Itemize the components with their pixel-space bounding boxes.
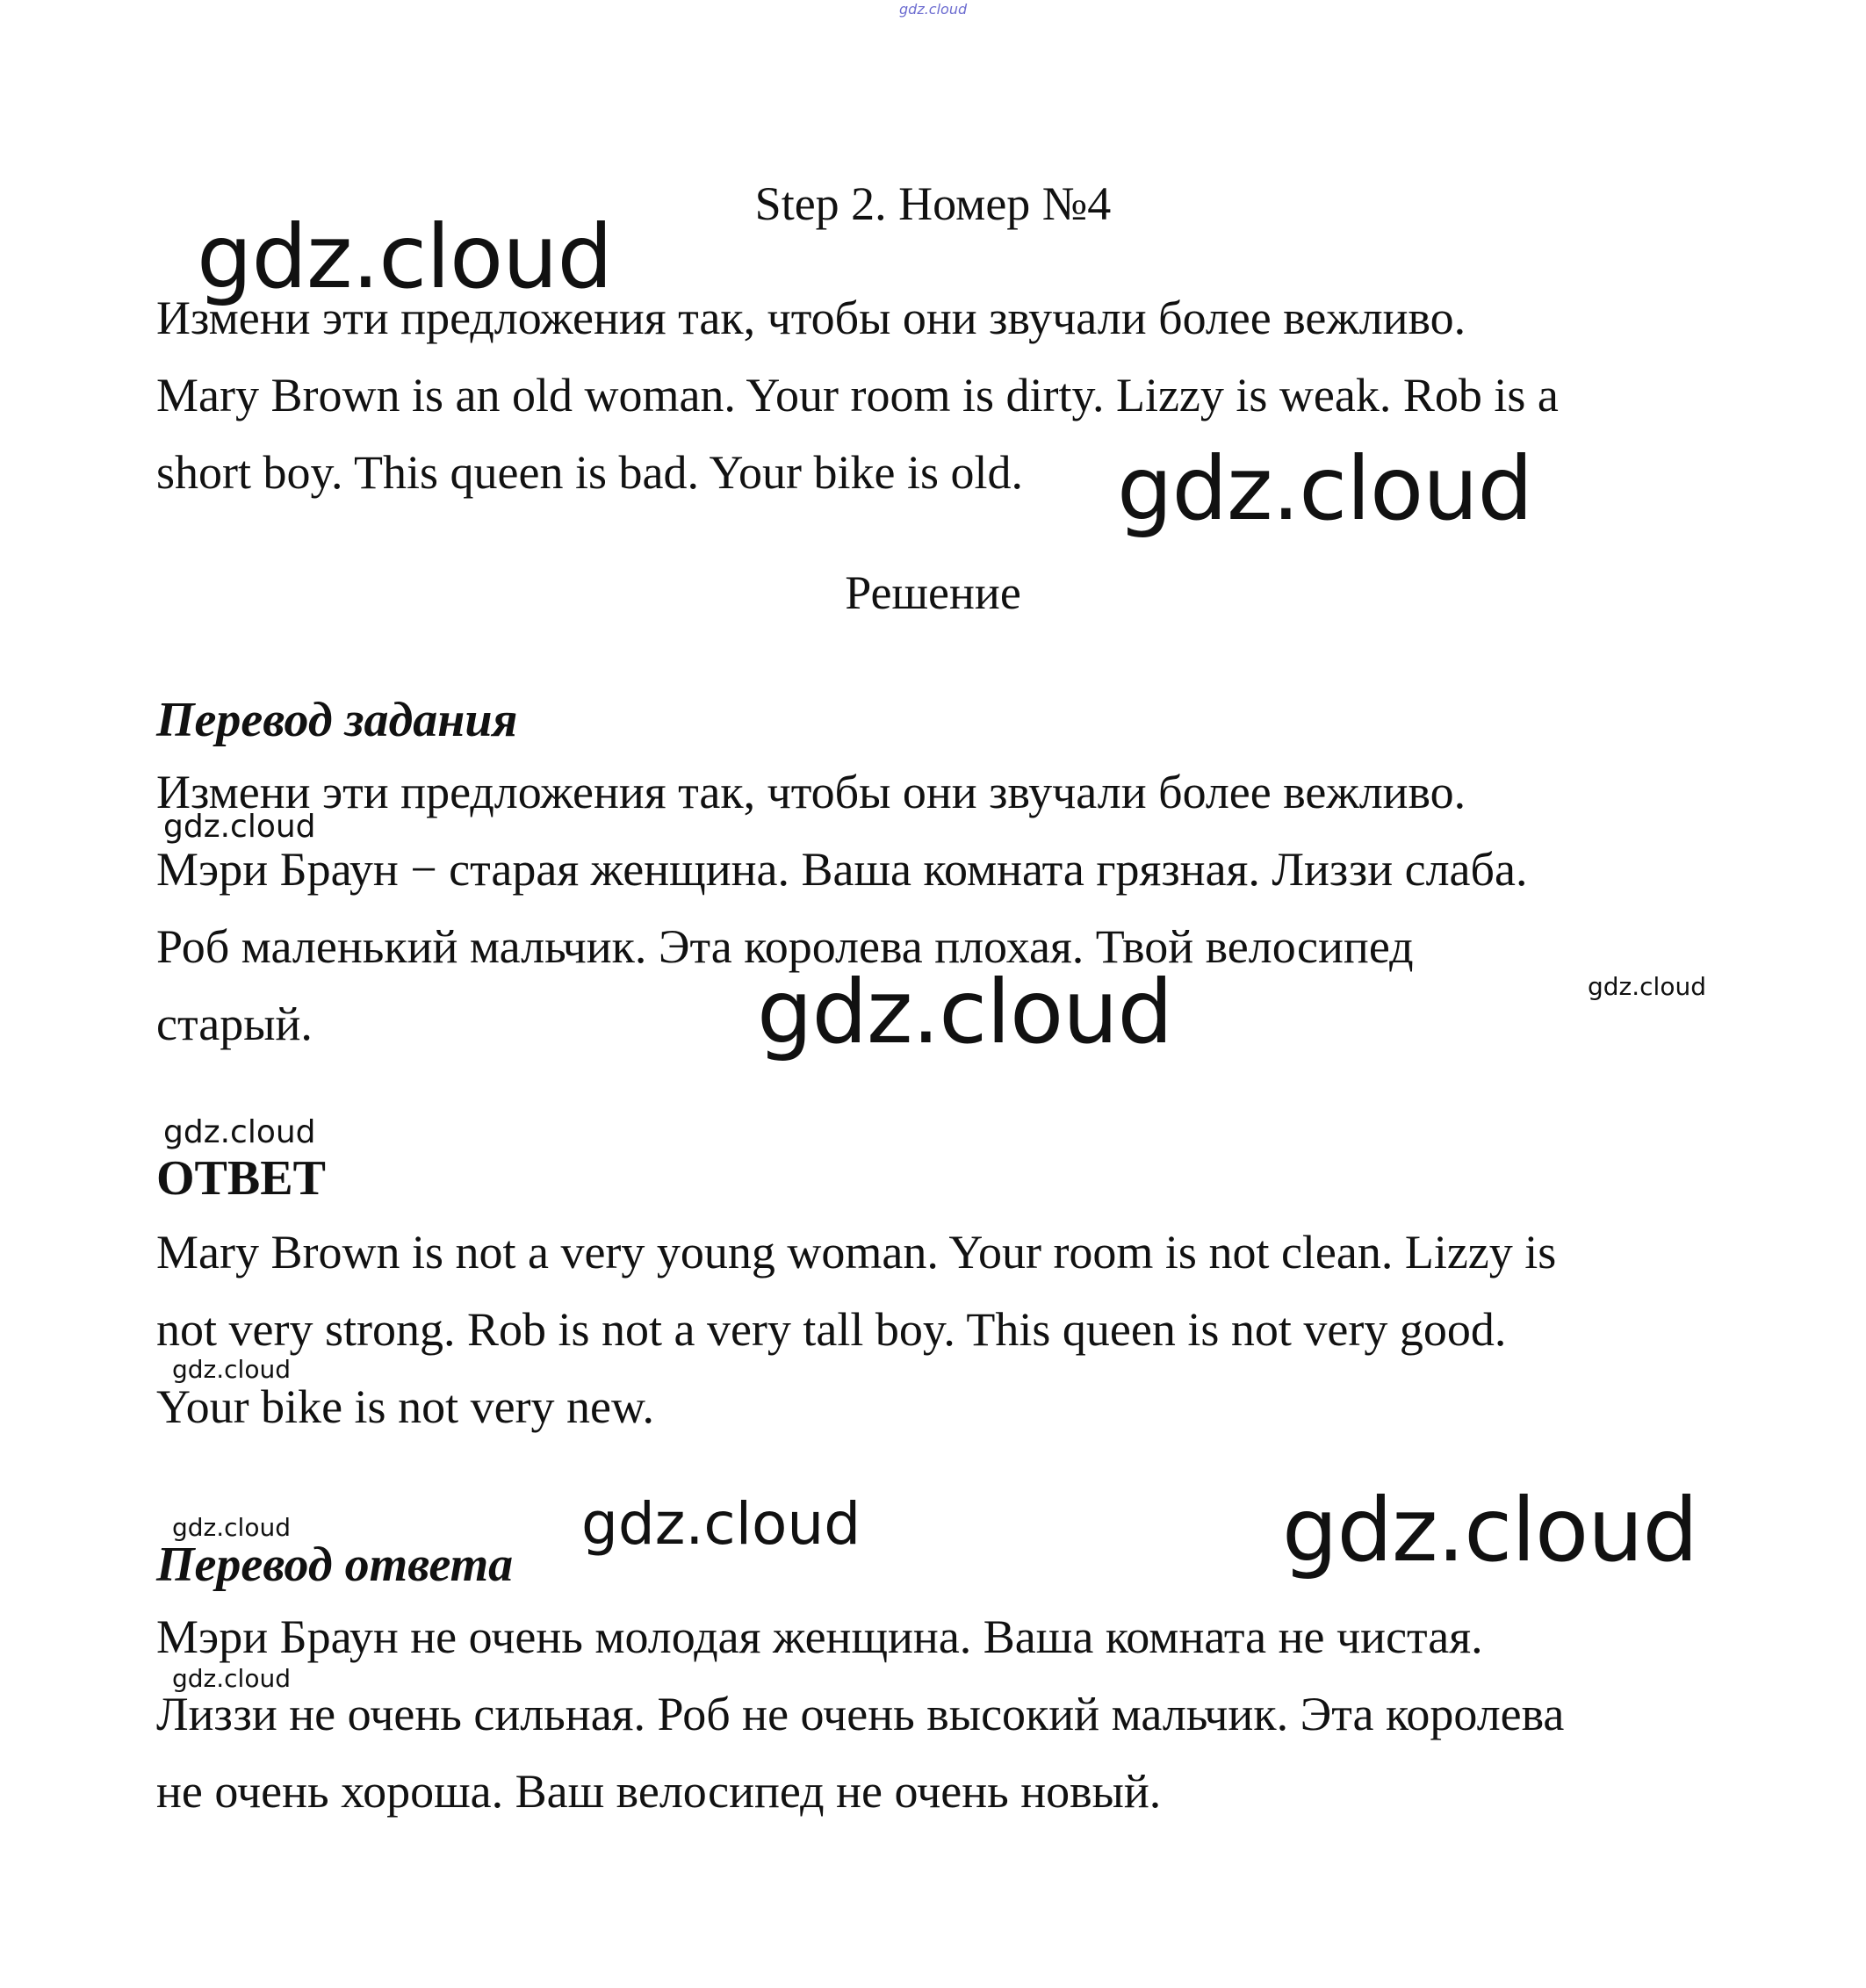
watermark-small-5: gdz.cloud bbox=[172, 1513, 291, 1542]
page-title: Step 2. Номер №4 bbox=[754, 177, 1112, 230]
task-sentences-line-1: Mary Brown is an old woman. Your room is dirty. Lizzy is weak. Rob is a bbox=[156, 369, 1559, 421]
task-translation-heading: Перевод задания bbox=[156, 693, 518, 747]
task-translation-line-2: Мэри Браун − старая женщина. Ваша комната грязная. Лиззи слаба. bbox=[156, 843, 1528, 896]
solution-title: Решение bbox=[845, 566, 1021, 619]
answer-translation-heading: Перевод ответа bbox=[156, 1538, 514, 1592]
watermark-top: gdz.cloud bbox=[899, 1, 968, 18]
watermark-small-1: gdz.cloud bbox=[163, 809, 316, 845]
answer-heading: ОТВЕТ bbox=[156, 1151, 326, 1206]
watermark-small-3: gdz.cloud bbox=[163, 1114, 316, 1150]
answer-translation-line-2: Лиззи не очень сильная. Роб не очень высокий мальчик. Эта королева bbox=[156, 1688, 1565, 1740]
watermark-large-4: gdz.cloud bbox=[1282, 1479, 1698, 1581]
watermark-large-3: gdz.cloud bbox=[757, 961, 1173, 1063]
watermark-large-2: gdz.cloud bbox=[1117, 437, 1533, 540]
task-translation-line-4: старый. bbox=[156, 998, 313, 1050]
watermark-small-6: gdz.cloud bbox=[172, 1664, 291, 1693]
answer-line-1: Mary Brown is not a very young woman. Your room is not clean. Lizzy is bbox=[156, 1226, 1557, 1279]
task-translation-line-3: Роб маленький мальчик. Эта королева плохая. Твой велосипед bbox=[156, 920, 1414, 973]
watermark-medium-1: gdz.cloud bbox=[581, 1490, 861, 1558]
task-translation-line-1: Измени эти предложения так, чтобы они звучали более вежливо. bbox=[156, 766, 1466, 818]
answer-translation-line-3: не очень хороша. Ваш велосипед не очень новый. bbox=[156, 1765, 1162, 1818]
task-instruction: Измени эти предложения так, чтобы они звучали более вежливо. bbox=[156, 292, 1466, 344]
answer-line-2: not very strong. Rob is not a very tall boy. This queen is not very good. bbox=[156, 1303, 1507, 1356]
watermark-small-4: gdz.cloud bbox=[172, 1355, 291, 1384]
answer-translation-line-1: Мэри Браун не очень молодая женщина. Ваша комната не чистая. bbox=[156, 1610, 1483, 1663]
answer-line-3: Your bike is not very new. bbox=[156, 1380, 654, 1433]
watermark-large-1: gdz.cloud bbox=[197, 205, 613, 308]
task-sentences-line-2: short boy. This queen is bad. Your bike is old. bbox=[156, 446, 1024, 499]
watermark-small-2: gdz.cloud bbox=[1588, 972, 1706, 1001]
